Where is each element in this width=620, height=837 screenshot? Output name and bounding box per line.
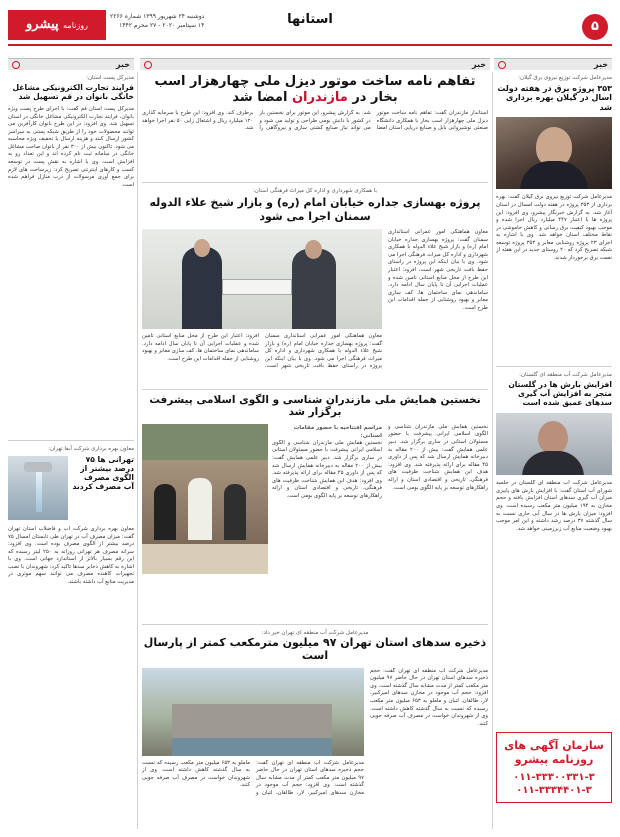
conference-photo: [142, 424, 268, 574]
page-number: ۵: [582, 14, 608, 40]
page-header: [8, 8, 612, 46]
story-headline: فرایند تجارت الکترونیکی مشاغل خانگی بانوان در قم تسهیل شد: [12, 83, 134, 101]
right-column: [496, 74, 612, 830]
story-divider: [8, 440, 134, 441]
section-title: استانها: [287, 12, 333, 27]
column-divider: [137, 72, 138, 829]
lead-body: استاندار مازندران گفت: تفاهم نامه ساخت موتور دیزل ملی چهارهزار اسب بخار با همکاری دانشگاه صنعتی نوشیروانی بابل و صنایع دریایی استان امضا شد. به گزارش پیشرو، این موتور برای نخستین بار در کشور با دانش بومی طراحی و تولید می شود و می تواند نیاز صنایع کشتی سازی و نیروگاهی را برطرف کند. وی افزود: این طرح با سرمایه گذاری ۱۲۰ میلیارد ریال و اشتغال زایی ۵۰ نفر اجرا خواهد شد.: [142, 110, 488, 132]
official-photo: [496, 117, 612, 189]
story-body-continued: معاون هماهنگی امور عمرانی استانداری سمنان گفت: پروژه بهسازی جداره خیابان امام (ره) و بازار شیخ علاء الدوله با همکاری شهرداری و اداره کل میراث فرهنگی اجرا می شود. وی با بیان اینکه این پروژه در راستای حفظ بافت تاریخی شهر است، افزود: اعتبار این طرح از محل منابع استانی تامین شده و عملیات اجرایی آن تا پایان سال ادامه دارد. ساماندهی نمای ساختمان ها، کف سازی معابر و بهبود روشنایی از جمله اقدامات این طرح است.: [142, 333, 382, 370]
ad-box: [496, 732, 612, 803]
story-body: مدیرعامل شرکت آب منطقه ای تهران گفت: حجم ذخیره سدهای استان تهران در حال حاضر ۹۷ میلیون متر مکعب کمتر از مدت مشابه سال گذشته است. وی افزود: حجم آب موجود در مخازن سدهای امیرکبیر، لار، طالقان، لتیان و ماملو به ۶۵۳ میلیون متر مکعب رسیده که نسبت به سال گذشته کاهش داشته است. وی از شهروندان خواست در مصرف آب صرفه جویی کنند.: [370, 667, 488, 727]
official-photo: [496, 413, 612, 475]
lead-headline-text: تفاهم نامه ساخت موتور دیزل ملی چهارهزار اسب بخار در: [154, 74, 476, 105]
header-rule: [8, 44, 612, 46]
bar-label: خبر: [115, 60, 130, 69]
logo-sub: روزنامه: [63, 21, 88, 30]
column-divider: [492, 72, 493, 829]
issue-date: [110, 12, 204, 30]
story2-content: [142, 229, 488, 385]
story-headline: تهرانی ها ۷۵ درصد بیشتر از الگوی مصرف آب مصرف کردند: [72, 454, 134, 491]
ad-phone: ۰۱۱-۳۳۳۴۴۰۱-۳: [516, 785, 592, 797]
story-kicker: معاون بهره برداری شرکت آبفا تهران:: [48, 445, 134, 452]
story-body: نخستین همایش ملی مازندران شناسی و الگوی اسلامی ایرانی پیشرفت با حضور مسئولان استانی در ساری برگزار شد. دبیر علمی همایش گفت: بیش از ۲۰۰ مقاله به دبیرخانه همایش ارسال شد که پس از داوری ۴۵ مقاله برای ارائه پذیرفته شد. وی افزود: هدف این همایش شناخت ظرفیت های فرهنگی، تاریخی و اقتصادی استان و ارائه راهکارهای توسعه بر پایه الگوی بومی است.: [388, 423, 488, 491]
story-kicker: مدیرعامل شرکت آب منطقه ای گلستان:: [519, 372, 612, 379]
lead-headline-highlight: مازندران: [291, 90, 348, 105]
story-body: مدیرعامل شرکت آب منطقه ای گلستان در جلسه شورای آب استان گفت: با افزایش بارش های پاییزی میزان آب گیری سدهای استان افزایش یافته و حجم مخازن به ۱۹۴ میلیون متر مکعب رسیده است. وی افزود: میزان بارش ها در سال آبی جاری نسبت به سال گذشته ۳۷ درصد رشد داشته و این امر موجب بهبود وضعیت منابع آب زیرزمینی خواهد شد.: [496, 480, 612, 532]
story-body: مدیرکل پست استان قم گفت: با اجرای طرح پست ویژه بانوان، فرایند تجارت الکترونیکی مشاغل خانگی در استان تسهیل شد. وی افزود: در این طرح بانوان کارآفرین می توانند محصولات خود را از طریق شبکه پستی به سراسر کشور ارسال کنند و هزینه ارسال با تخفیف ویژه محاسبه می شود. تاکنون بیش از ۳۰۰ نفر از بانوان صاحب مشاغل خانگی در سامانه ثبت نام کرده اند و این تعداد رو به افزایش است. وی با اشاره به نقش پست در توسعه کسب و کارهای اینترنتی تصریح کرد: زیرساخت های لازم برای جمع آوری مرسولات از درب منازل فراهم شده است.: [8, 105, 134, 188]
ad-phone: ۰۱۱-۳۳۳۰۰۳۳۱-۳: [513, 772, 595, 784]
story-divider: [496, 366, 612, 367]
arrow-icon: [144, 61, 152, 69]
story-body: معاون هماهنگی امور عمرانی استانداری سمنان گفت: پروژه بهسازی جداره خیابان امام (ره) و بازار شیخ علاء الدوله با همکاری شهرداری و اداره کل میراث فرهنگی اجرا می شود. وی با بیان اینکه این پروژه در راستای حفظ بافت تاریخی شهر است، افزود: اعتبار این طرح از محل منابع استانی تامین شده و عملیات اجرایی آن تا پایان سال ادامه دارد. ساماندهی نمای ساختمان ها، کف سازی معابر و بهبود روشنایی از جمله اقدامات این طرح است.: [388, 229, 488, 311]
middle-column-bar: [140, 58, 490, 70]
story-kicker: مدیرعامل شرکت توزیع نیروی برق گیلان:: [518, 75, 612, 81]
lead-headline-text: امضا شد: [232, 90, 288, 105]
logo-text: پیشرو: [26, 17, 59, 32]
lead-headline: [142, 74, 488, 106]
date-line-1: دوشنبه ۲۴ شهریور ۱۳۹۹ شماره ۲۲۶۶: [110, 13, 205, 20]
date-line-2: ۱۴ سپتامبر ۲۰۲۰ - ۲۷ محرم ۱۴۴۲: [119, 22, 205, 29]
story-headline: ۳۵۳ پروژه برق در هفته دولت اسال در گیلان بهره برداری شد: [497, 84, 612, 112]
story-kicker: مدیرعامل شرکت آب منطقه ای تهران خبر داد:: [261, 629, 369, 636]
water-tap-photo: [8, 456, 68, 520]
bar-label: خبر: [471, 60, 486, 69]
newspaper-logo: [8, 10, 106, 40]
story-body: معاون بهره برداری شرکت آب و فاضلاب استان تهران گفت: میزان مصرف آب در تهران طی تابستان امسال ۷۵ درصد بیشتر از الگوی مصرف بوده است. وی افزود: سرانه مصرف هر تهرانی روزانه به ۲۵۰ لیتر رسیده که این رقم بسیار بالاتر از استاندارد جهانی است. وی با اشاره به کاهش ذخایر سدها تاکید کرد: شهروندان با نصب تجهیزات کاهنده مصرف می توانند سهم موثری در مدیریت منابع آب داشته باشند.: [8, 525, 134, 586]
story2-media: [142, 229, 382, 385]
story-headline: ذخیره سدهای استان تهران ۹۷ میلیون مترمکعب کمتر از پارسال است: [143, 635, 487, 662]
story4-content: [142, 668, 488, 837]
arrow-icon: [498, 61, 506, 69]
story3-media: [142, 424, 382, 620]
story-body: مدیرعامل شرکت توزیع نیروی برق گیلان گفت: بهره برداری از ۳۵۳ پروژه در هفته دولت امسال در استان آغاز شد. به گزارش خبرنگار پیشرو، وی افزود: این پروژه ها با اعتبار ۴۴۷ میلیارد ریال اجرا شده و موجب بهبود کیفیت برق رسانی و کاهش خاموشی در نقاط مختلف استان خواهد شد. وی با اشاره به اجرای ۲۳ پروژه روشنایی معابر و ۳۵۳ پروژه توسعه شبکه تصریح کرد که ۲۰ روستای جدید در این هفته از نعمت برق برخوردار شدند.: [496, 194, 612, 262]
story-kicker: با همکاری شهرداری و اداره کل میراث فرهنگی استان:: [252, 188, 378, 194]
story-kicker: مدیرکل پست استان:: [86, 75, 134, 81]
story-divider: [142, 624, 488, 625]
story-body-continued: نخستین همایش ملی مازندران شناسی و الگوی اسلامی ایرانی پیشرفت با حضور مسئولان استانی در ساری برگزار شد. دبیر علمی همایش گفت: بیش از ۲۰۰ مقاله به دبیرخانه همایش ارسال شد که پس از داوری ۴۵ مقاله برای ارائه پذیرفته شد. وی افزود: هدف این همایش شناخت ظرفیت های فرهنگی، تاریخی و اقتصادی استان و ارائه راهکارهای توسعه بر پایه الگوی بومی است.: [272, 439, 382, 499]
story4-media: [142, 668, 364, 837]
story-headline: پروژه بهسازی جداره خیابان امام (ره) و بازار شیخ علاء الدوله سمنان اجرا می شود: [149, 196, 481, 223]
story3-content: [142, 424, 488, 620]
right-column-bar: [494, 58, 612, 70]
left-column: [8, 74, 134, 830]
left-column-bar: [8, 58, 134, 70]
ad-title: سازمان آگهی های روزنامه پیشرو: [504, 739, 604, 767]
bar-label: خبر: [593, 60, 608, 69]
middle-column: [142, 74, 488, 830]
dam-photo: [142, 668, 364, 756]
arrow-icon: [12, 61, 20, 69]
story-headline: افزایش بارش ها در گلستان متجر به افزایش آب گیری سدهای عمیق شده است: [508, 380, 612, 408]
story-body-continued: مدیرعامل شرکت آب منطقه ای تهران گفت: حجم ذخیره سدهای استان تهران در حال حاضر ۹۷ میلیون متر مکعب کمتر از مدت مشابه سال گذشته است. وی افزود: حجم آب موجود در مخازن سدهای امیرکبیر، لار، طالقان، لتیان و ماملو به ۶۵۳ میلیون متر مکعب رسیده که نسبت به سال گذشته کاهش داشته است. وی از شهروندان خواست در مصرف آب صرفه جویی کنند.: [142, 759, 364, 797]
story-divider: [142, 182, 488, 183]
story-kicker: مراسم افتتاحیه با حضور مقامات استانی:: [293, 424, 382, 439]
story-headline: نخستین همایش ملی مازندران شناسی و الگوی اسلامی پیشرفت برگزار شد: [149, 394, 481, 419]
story-divider: [142, 389, 488, 390]
signing-photo: [142, 229, 382, 329]
